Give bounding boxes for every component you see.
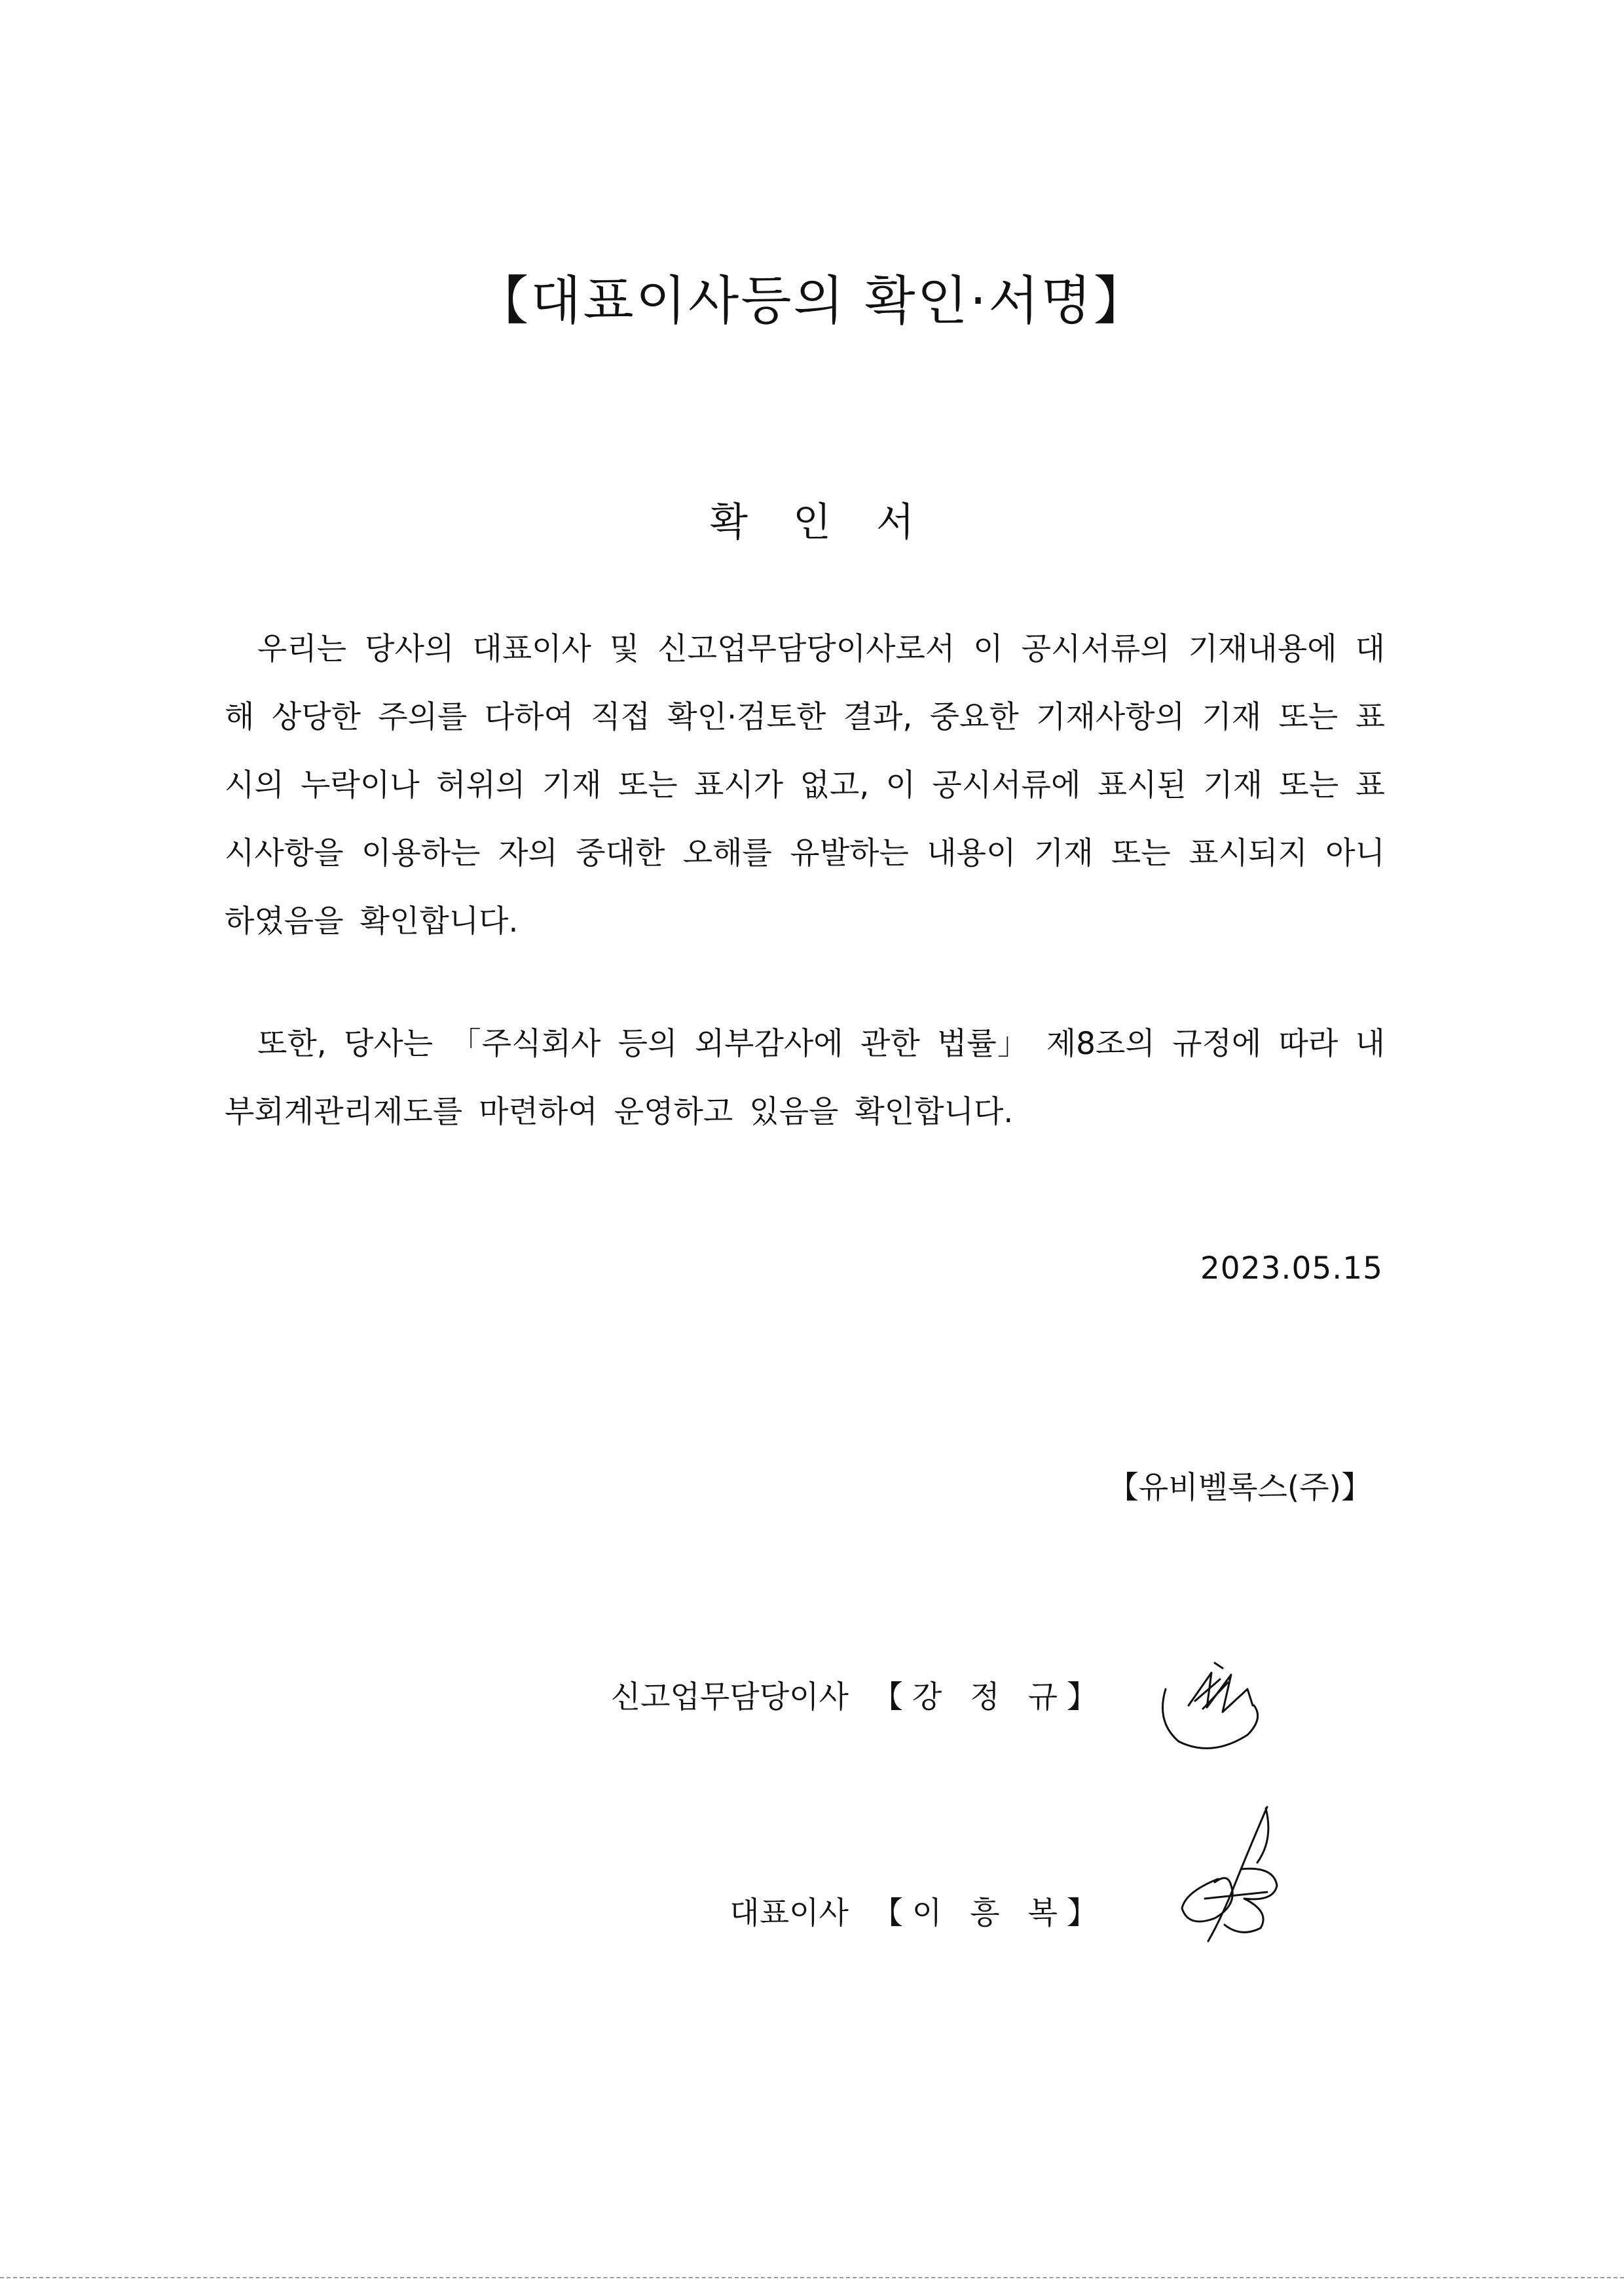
signature-image [1149,1643,1280,1761]
document-subtitle: 확 인 서 [709,500,915,545]
footer-rule [0,2277,1624,2280]
body-paragraph: 또한, 당사는 「주식회사 등의 외부감사에 관한 법률」 제8조의 규정에 따라 내부회계관리제도를 마련하여 운영하고 있음을 확인합니다. [225,1026,1385,1130]
signer-name: 【강 정 규】 [872,1679,1107,1715]
document-title: 【대표이사등의 확인·서명】 [476,270,1148,331]
signer-role: 대표이사 [729,1895,849,1931]
signer-role: 신고업무담당이사 [610,1679,849,1715]
signature-image [1169,1800,1287,1951]
signer-row [611,1673,1107,1717]
company-name: 【유비벨록스(주)】 [1107,1470,1372,1506]
signer-row [729,1889,1107,1933]
document-date: 2023.05.15 [1200,1250,1383,1286]
body-paragraph: 우리는 당사의 대표이사 및 신고업무담당이사로서 이 공시서류의 기재내용에 대해 상당한 주의를 다하여 직접 확인·검토한 결과, 중요한 기재사항의 기재 또는 표시의 누락이나 허위의 기재 또는 표시가 없고, 이 공시서류에 표시된 기재 또는 표시사항을 이용하는 자의 중대한 오해를 유발하는 내용이 기재 또는 표시되지 아니하였음을 확인합니다. [225,631,1385,939]
signer-name: 【이 흥 복】 [872,1895,1107,1931]
